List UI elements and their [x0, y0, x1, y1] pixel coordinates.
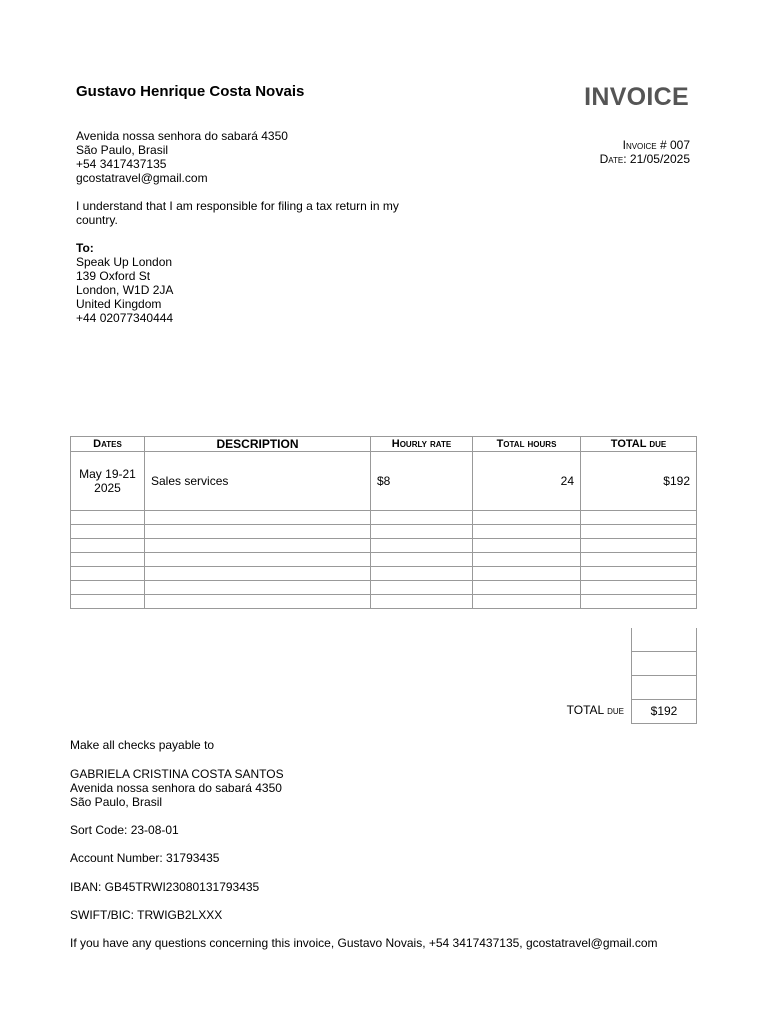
recipient-label: To:	[76, 241, 94, 255]
recipient-block	[76, 241, 173, 325]
cell-dates	[71, 452, 145, 511]
invoice-meta	[600, 138, 690, 166]
sort-code: Sort Code: 23-08-01	[70, 823, 179, 837]
invoice-date-label: Date	[599, 152, 624, 166]
table-row-empty	[71, 595, 697, 609]
cell-total: $192	[581, 452, 697, 511]
table-row-empty	[71, 525, 697, 539]
sender-name: Gustavo Henrique Costa Novais	[76, 83, 305, 100]
recipient-line: Speak Up London	[76, 255, 173, 269]
contact-footer: If you have any questions concerning this invoice, Gustavo Novais, +54 3417437135, gcostatravel@gmail.com	[70, 936, 658, 950]
recipient-line: United Kingdom	[76, 297, 162, 311]
table-row-empty	[71, 567, 697, 581]
table-header-row	[71, 437, 697, 452]
invoice-number: # 007	[659, 138, 690, 152]
total-label-main: TOTAL	[566, 703, 604, 717]
tax-note: I understand that I am responsible for filing a tax return in my country.	[76, 199, 399, 227]
cell-rate: $8	[371, 452, 473, 511]
cell-dates-line: 2025	[94, 481, 121, 495]
items-table	[70, 436, 697, 609]
table-row-empty	[71, 539, 697, 553]
payee-block	[70, 767, 284, 809]
totals-box	[631, 628, 697, 724]
table-row	[71, 452, 697, 511]
sender-email: gcostatravel@gmail.com	[76, 171, 208, 185]
cell-description: Sales services	[145, 452, 371, 511]
recipient-line: London, W1D 2JA	[76, 283, 174, 297]
total-label-sub: due	[607, 705, 624, 717]
invoice-date: : 21/05/2025	[623, 152, 690, 166]
recipient-line: +44 02077340444	[76, 311, 174, 325]
header-total-hours: Total hours	[473, 437, 581, 452]
header-total-sub: due	[649, 438, 667, 450]
grand-total-value: $192	[631, 700, 697, 724]
cell-dates-line: May 19-21	[79, 467, 136, 481]
sender-address-line: São Paulo, Brasil	[76, 143, 169, 157]
account-number: Account Number: 31793435	[70, 851, 220, 865]
cell-hours: 24	[473, 452, 581, 511]
invoice-date-line	[600, 152, 690, 166]
payee-line: GABRIELA CRISTINA COSTA SANTOS	[70, 767, 284, 781]
invoice-number-line	[600, 138, 690, 152]
sender-phone: +54 3417437135	[76, 157, 167, 171]
payment-intro: Make all checks payable to	[70, 738, 215, 752]
payee-line: São Paulo, Brasil	[70, 795, 163, 809]
table-row-empty	[71, 581, 697, 595]
sender-address	[76, 129, 288, 185]
header-total-main: TOTAL	[610, 438, 647, 450]
recipient-line: 139 Oxford St	[76, 269, 151, 283]
table-row-empty	[71, 553, 697, 567]
iban: IBAN: GB45TRWI23080131793435	[70, 880, 260, 894]
invoice-title: INVOICE	[584, 83, 689, 111]
totals-cell	[631, 676, 697, 700]
totals-cell	[631, 628, 697, 652]
header-hourly-rate: Hourly rate	[371, 437, 473, 452]
table-row-empty	[71, 511, 697, 525]
grand-total-label	[567, 703, 624, 717]
sender-address-line: Avenida nossa senhora do sabará 4350	[76, 129, 288, 143]
swift-bic: SWIFT/BIC: TRWIGB2LXXX	[70, 908, 223, 922]
payee-line: Avenida nossa senhora do sabará 4350	[70, 781, 282, 795]
header-description: DESCRIPTION	[145, 437, 371, 452]
totals-cell	[631, 652, 697, 676]
header-dates: Dates	[71, 437, 145, 452]
header-total-due	[581, 437, 697, 452]
invoice-number-label: Invoice	[622, 138, 657, 152]
